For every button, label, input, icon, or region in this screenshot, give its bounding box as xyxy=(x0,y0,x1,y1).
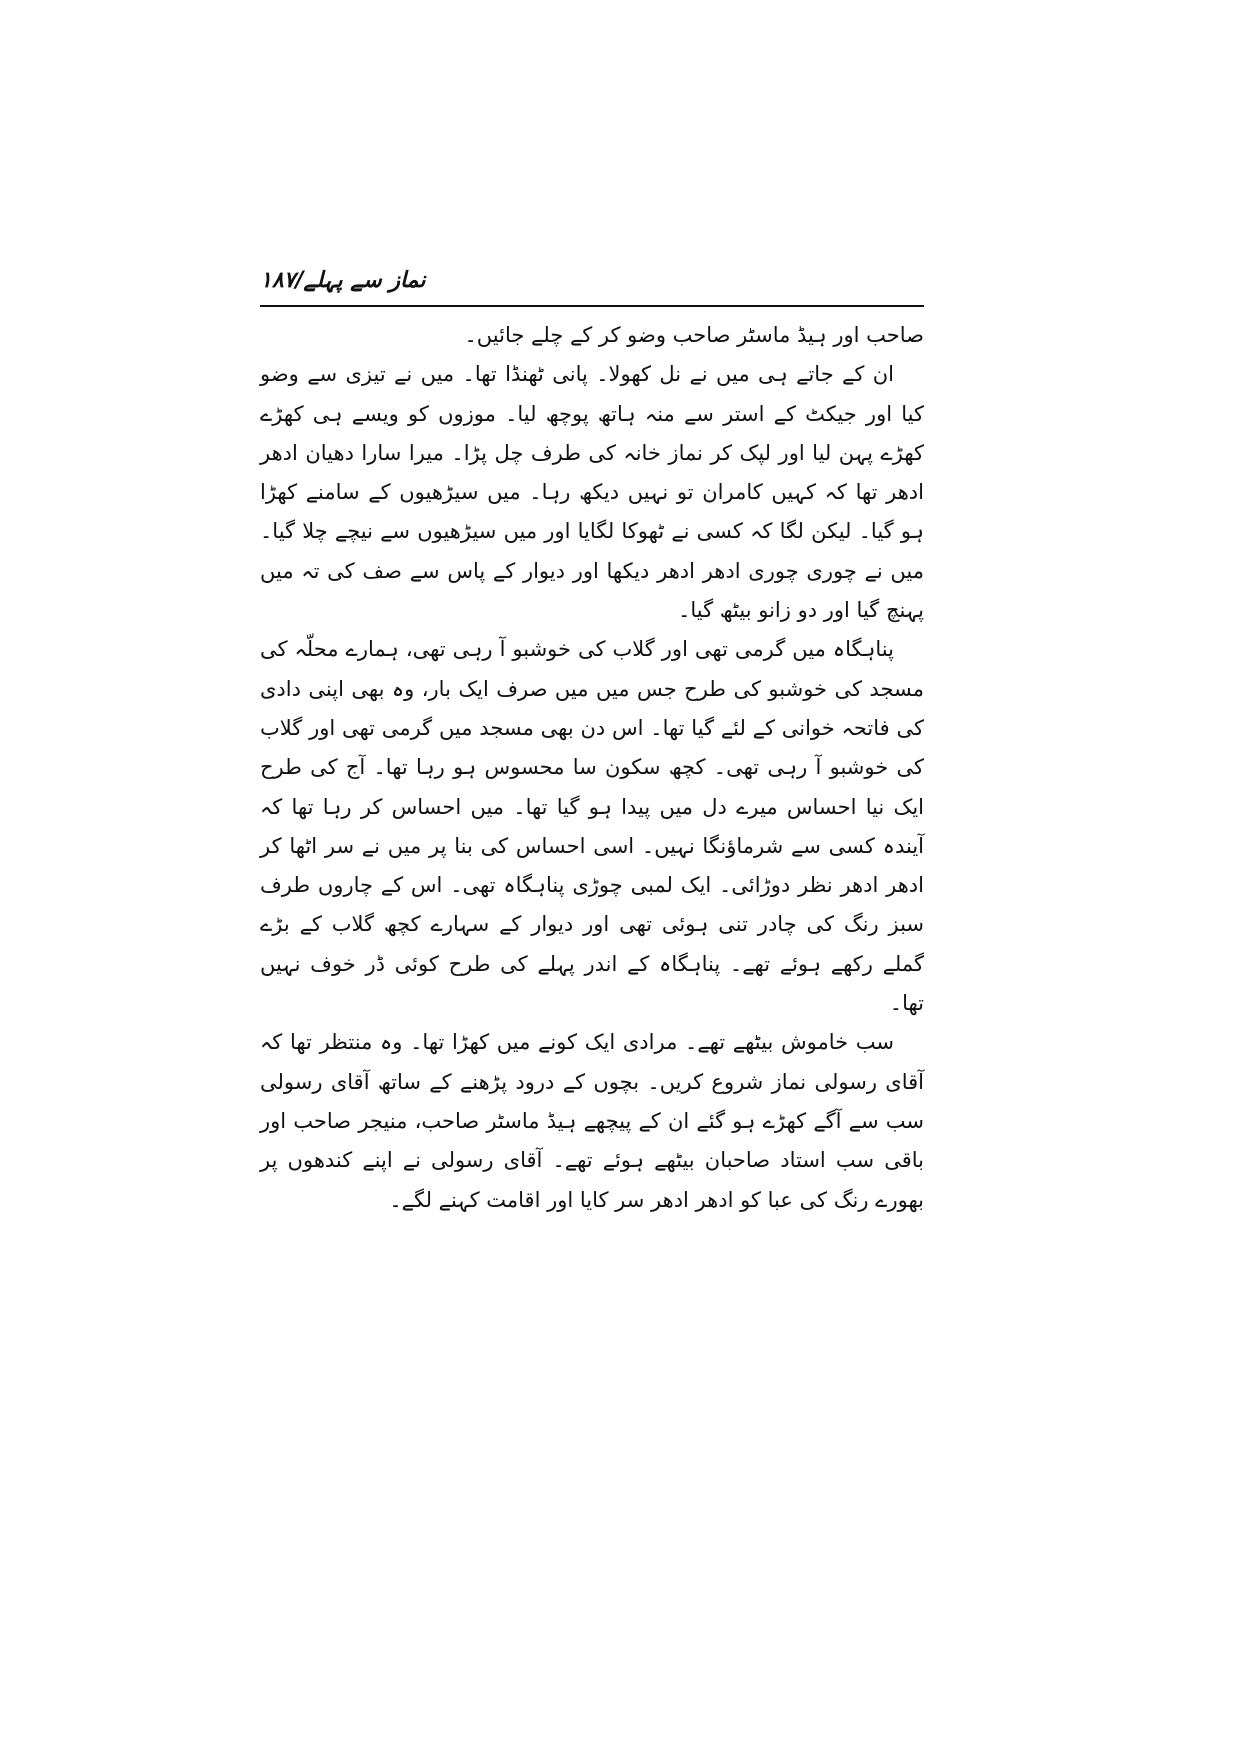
paragraph: پناہگاہ میں گرمی تھی اور گلاب کی خوشبو آ رہی تھی، ہمارے محلّہ کی مسجد کی خوشبو کی طرح جس میں میں صرف ایک بار، وہ بھی اپنی دادی کی فاتحہ خوانی کے لئے گیا تھا۔ اس دن بھی مسجد میں گرمی تھی اور گلاب کی خوشبو آ رہی تھی۔ کچھ سکون سا محسوس ہو رہا تھا۔ آج کی طرح ایک نیا احساس میرے دل میں پیدا ہو گیا تھا۔ میں احساس کر رہا تھا کہ آیندہ کسی سے شرماؤنگا نہیں۔ اسی احساس کی بنا پر میں نے سر اٹھا کر ادھر ادھر نظر دوڑائی۔ ایک لمبی چوڑی پناہگاہ تھی۔ اس کے چاروں طرف سبز رنگ کی چادر تنی ہوئی تھی اور دیوار کے سہارے کچھ گلاب کے بڑے گملے رکھے ہوئے تھے۔ پناہگاہ کے اندر پہلے کی طرح کوئی ڈر خوف نہیں تھا۔ xyxy=(260,637,924,1016)
paragraph: ان کے جاتے ہی میں نے نل کھولا۔ پانی ٹھنڈا تھا۔ میں نے تیزی سے وضو کیا اور جیکٹ کے استر سے منہ ہاتھ پوچھ لیا۔ موزوں کو ویسے ہی کھڑے کھڑے پہن لیا اور لپک کر نماز خانہ کی طرف چل پڑا۔ میرا سارا دھیان ادھر ادھر تھا کہ کہیں کامران تو نہیں دیکھ رہا۔ میں سیڑھیوں کے سامنے کھڑا ہو گیا۔ لیکن لگا کہ کسی نے ٹھوکا لگایا اور میں سیڑھیوں سے نیچے چلا گیا۔ میں نے چوری چوری ادھر ادھر دیکھا اور دیوار کے پاس سے صف کی تہ میں پہنچ گیا اور دو زانو بیٹھ گیا۔ xyxy=(260,362,924,623)
page-header xyxy=(260,262,924,302)
paragraph: صاحب اور ہیڈ ماسٹر صاحب وضو کر کے چلے جائیں۔ xyxy=(464,323,924,347)
paragraph: سب خاموش بیٹھے تھے۔ مرادی ایک کونے میں کھڑا تھا۔ وہ منتظر تھا کہ آقای رسولی نماز شروع کریں۔ بچوں کے درود پڑھنے کے ساتھ آقای رسولی سب سے آگے کھڑے ہو گئے ان کے پیچھے ہیڈ ماسٹر صاحب، منیجر صاحب اور باقی سب استاد صاحبان بیٹھے ہوئے تھے۔ آقای رسولی نے اپنے کندھوں پر بھورے رنگ کی عبا کو ادھر ادھر سر کایا اور اقامت کہنے لگے۔ xyxy=(260,1030,924,1212)
header-rule xyxy=(260,305,924,307)
running-title-with-page-number: نماز سے پہلے/۱۸۷ xyxy=(260,268,426,293)
body-text xyxy=(260,316,924,1220)
